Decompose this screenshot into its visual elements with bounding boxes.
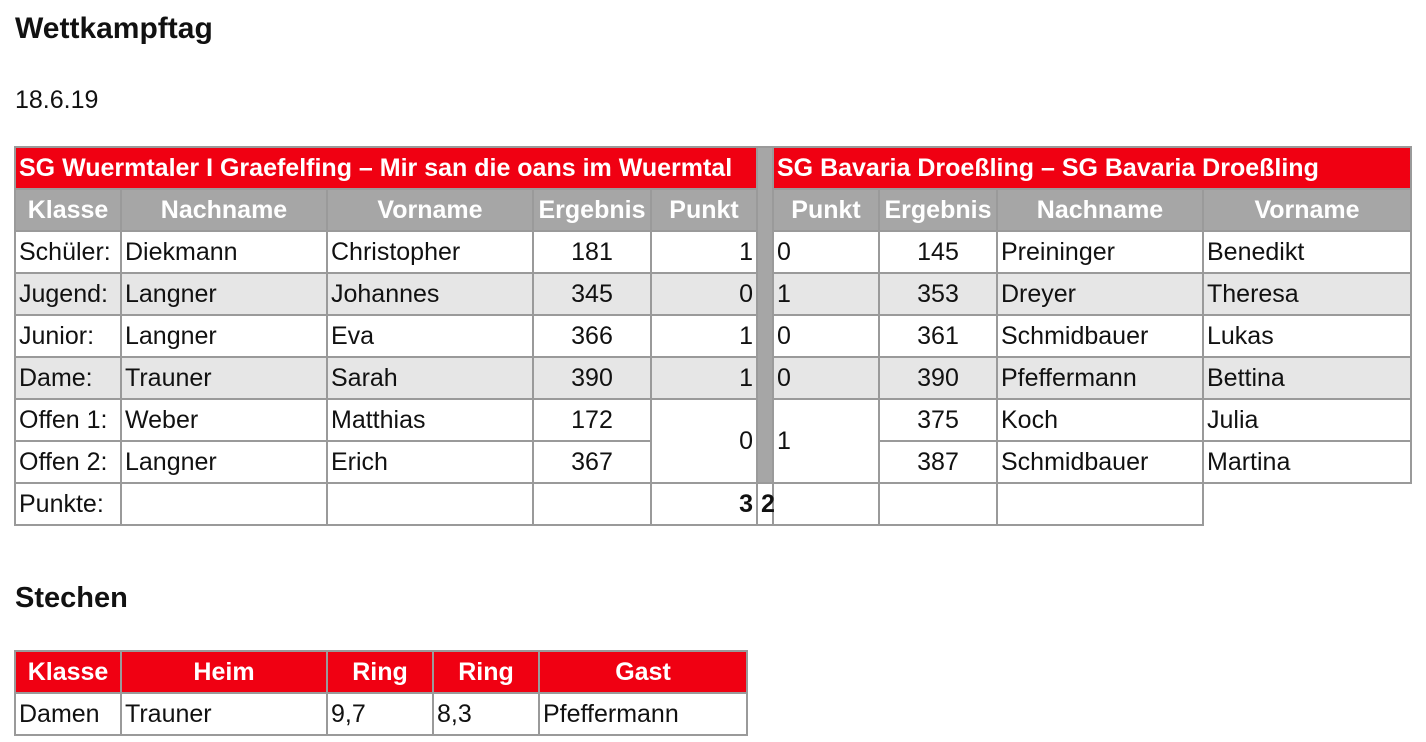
cell-away-ergebnis: 353 <box>879 273 997 315</box>
cell-home-punkt: 0 <box>651 273 757 315</box>
cell-home-nachname: Langner <box>121 273 327 315</box>
cell-home-vorname: Christopher <box>327 231 533 273</box>
cell-home-nachname: Langner <box>121 441 327 483</box>
cell-away-nachname: Preininger <box>997 231 1203 273</box>
cell-away-vorname: Theresa <box>1203 273 1411 315</box>
match-date: 18.6.19 <box>15 86 99 114</box>
cell-away-vorname: Julia <box>1203 399 1411 441</box>
cell-away-ergebnis: 387 <box>879 441 997 483</box>
stechen-cell-heim: Trauner <box>121 693 327 735</box>
stechen-header-gast: Gast <box>539 651 747 693</box>
col-header-home-punkt: Punkt <box>651 189 757 231</box>
cell-home-punkt: 1 <box>651 315 757 357</box>
cell-home-vorname: Matthias <box>327 399 533 441</box>
empty-cell <box>121 483 327 525</box>
stechen-cell-ring-heim: 9,7 <box>327 693 433 735</box>
cell-away-punkt: 0 <box>773 357 879 399</box>
cell-away-nachname: Schmidbauer <box>997 441 1203 483</box>
cell-away-punkt-offen: 1 <box>773 399 879 483</box>
cell-away-punkt: 0 <box>773 315 879 357</box>
away-total-points: 2 <box>757 483 773 525</box>
cell-klasse: Offen 1: <box>15 399 121 441</box>
stechen-header-ring-gast: Ring <box>433 651 539 693</box>
cell-home-ergebnis: 390 <box>533 357 651 399</box>
col-header-klasse: Klasse <box>15 189 121 231</box>
cell-home-punkt: 1 <box>651 231 757 273</box>
cell-away-ergebnis: 390 <box>879 357 997 399</box>
empty-cell <box>997 483 1203 525</box>
table-row <box>15 399 1411 441</box>
cell-home-punkt: 1 <box>651 357 757 399</box>
section-title-stechen: Stechen <box>15 582 128 614</box>
stechen-header-heim: Heim <box>121 651 327 693</box>
cell-away-nachname: Pfeffermann <box>997 357 1203 399</box>
stechen-header-klasse: Klasse <box>15 651 121 693</box>
cell-home-ergebnis: 345 <box>533 273 651 315</box>
cell-away-ergebnis: 361 <box>879 315 997 357</box>
col-header-away-punkt: Punkt <box>773 189 879 231</box>
cell-home-punkt-offen: 0 <box>651 399 757 483</box>
empty-cell <box>773 483 879 525</box>
col-header-away-vorname: Vorname <box>1203 189 1411 231</box>
col-header-home-nachname: Nachname <box>121 189 327 231</box>
cell-home-nachname: Langner <box>121 315 327 357</box>
cell-away-vorname: Bettina <box>1203 357 1411 399</box>
cell-away-nachname: Dreyer <box>997 273 1203 315</box>
totals-label: Punkte: <box>15 483 121 525</box>
cell-klasse: Junior: <box>15 315 121 357</box>
page-title: Wettkampftag <box>15 12 213 45</box>
stechen-header-ring-heim: Ring <box>327 651 433 693</box>
cell-away-vorname: Lukas <box>1203 315 1411 357</box>
cell-home-nachname: Trauner <box>121 357 327 399</box>
home-total-points: 3 <box>651 483 757 525</box>
stechen-cell-ring-gast: 8,3 <box>433 693 539 735</box>
cell-home-vorname: Sarah <box>327 357 533 399</box>
home-team-name: SG Wuermtaler I Graefelfing – Mir san die oans im Wuermtal <box>15 147 757 189</box>
cell-home-vorname: Eva <box>327 315 533 357</box>
cell-home-nachname: Weber <box>121 399 327 441</box>
cell-klasse: Offen 2: <box>15 441 121 483</box>
team-separator <box>757 147 773 483</box>
empty-cell <box>879 483 997 525</box>
cell-away-nachname: Schmidbauer <box>997 315 1203 357</box>
cell-klasse: Schüler: <box>15 231 121 273</box>
empty-cell <box>327 483 533 525</box>
cell-home-ergebnis: 181 <box>533 231 651 273</box>
cell-away-ergebnis: 145 <box>879 231 997 273</box>
cell-away-punkt: 0 <box>773 231 879 273</box>
cell-home-ergebnis: 367 <box>533 441 651 483</box>
col-header-home-vorname: Vorname <box>327 189 533 231</box>
cell-home-ergebnis: 172 <box>533 399 651 441</box>
table-row <box>15 231 1411 273</box>
stechen-table <box>14 650 748 736</box>
cell-away-vorname: Martina <box>1203 441 1411 483</box>
cell-away-nachname: Koch <box>997 399 1203 441</box>
table-row <box>15 693 747 735</box>
table-row <box>15 315 1411 357</box>
col-header-away-nachname: Nachname <box>997 189 1203 231</box>
cell-away-vorname: Benedikt <box>1203 231 1411 273</box>
cell-home-vorname: Erich <box>327 441 533 483</box>
cell-home-nachname: Diekmann <box>121 231 327 273</box>
col-header-away-ergebnis: Ergebnis <box>879 189 997 231</box>
cell-klasse: Dame: <box>15 357 121 399</box>
stechen-cell-klasse: Damen <box>15 693 121 735</box>
cell-home-vorname: Johannes <box>327 273 533 315</box>
stechen-cell-gast: Pfeffermann <box>539 693 747 735</box>
col-header-home-ergebnis: Ergebnis <box>533 189 651 231</box>
empty-cell <box>533 483 651 525</box>
cell-klasse: Jugend: <box>15 273 121 315</box>
table-row <box>15 357 1411 399</box>
cell-away-ergebnis: 375 <box>879 399 997 441</box>
away-team-name: SG Bavaria Droeßling – SG Bavaria Droeßling <box>773 147 1411 189</box>
cell-away-punkt: 1 <box>773 273 879 315</box>
cell-home-ergebnis: 366 <box>533 315 651 357</box>
totals-row <box>15 483 1411 525</box>
match-table <box>14 146 1412 526</box>
table-row <box>15 273 1411 315</box>
